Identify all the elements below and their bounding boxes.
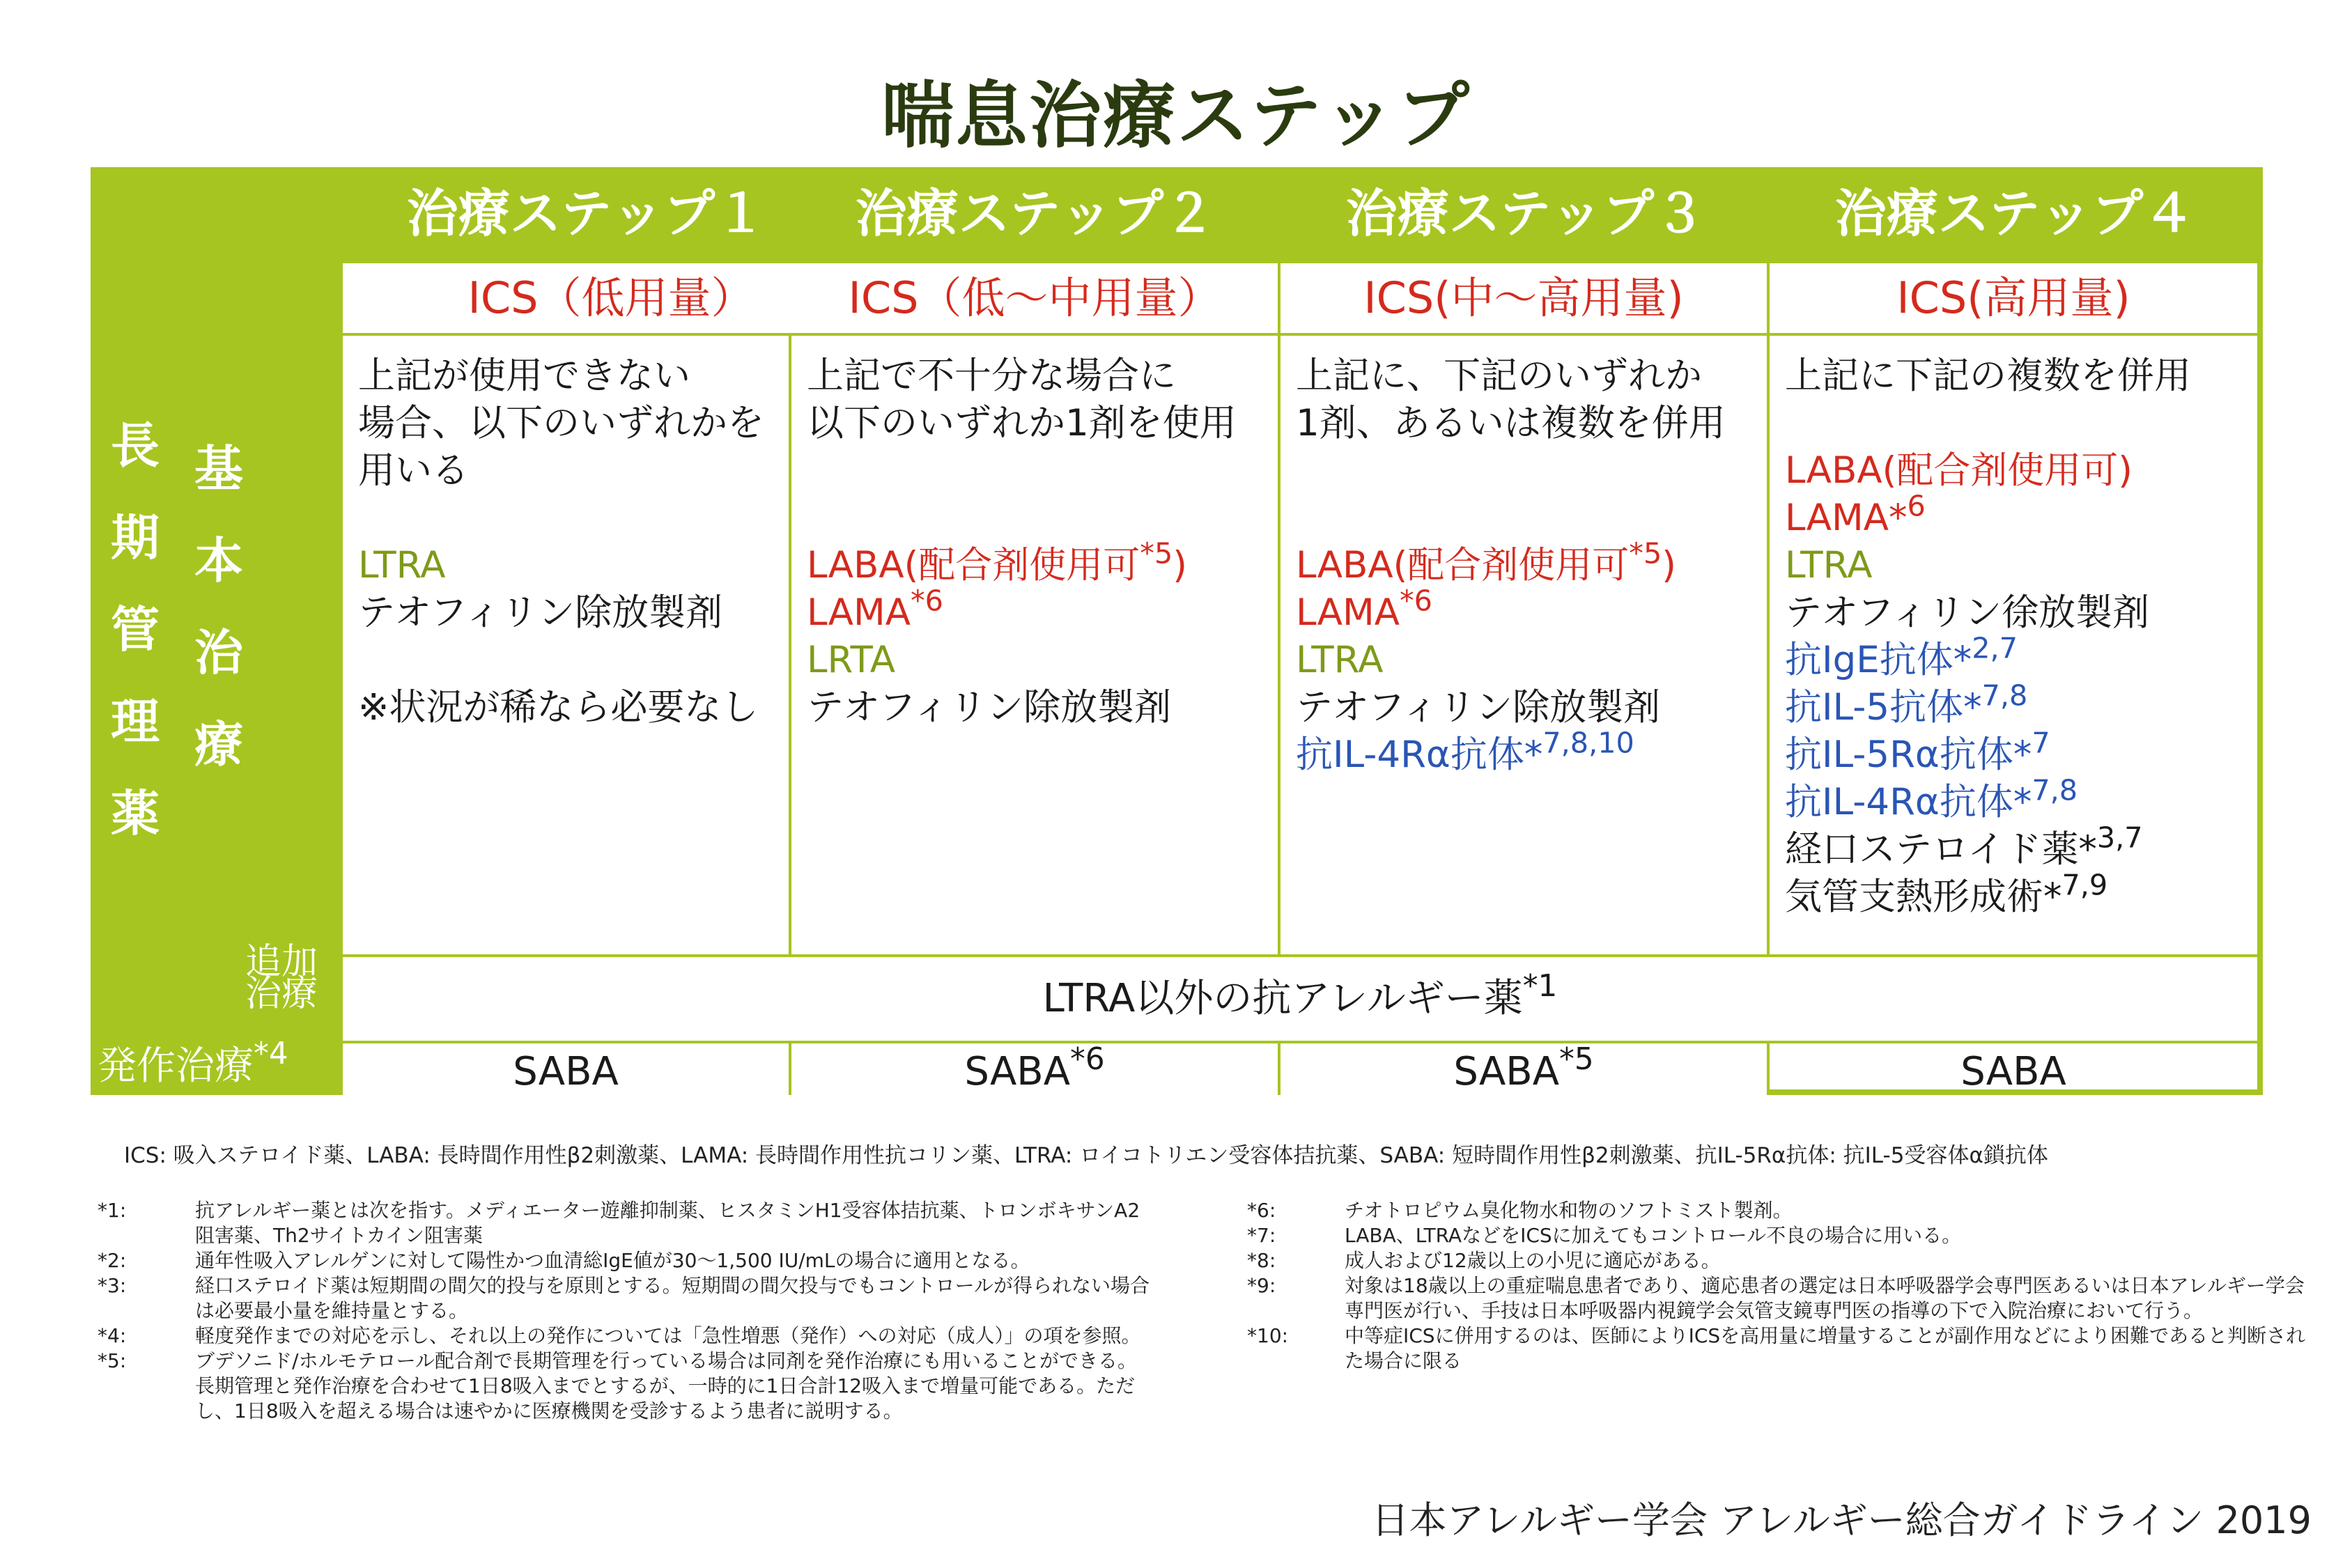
step-line-text: 抗IL-5抗体* — [1785, 686, 1982, 729]
step-1-header: 治療ステップ１ — [406, 184, 767, 244]
basic-treatment-label-char: 治 — [194, 624, 243, 681]
footnote — [1247, 1324, 2320, 1374]
footnote-key: *6: — [1247, 1199, 1276, 1222]
step-line-text — [807, 449, 819, 492]
step-4-line — [1785, 542, 2245, 589]
step-line-text: 上記に下記の複数を併用 — [1785, 355, 2191, 397]
footnote-key: *1: — [98, 1199, 127, 1222]
footnote-text: 中等症ICSに併用するのは、医師によりICSを高用量に増量することが副作用などにより困難であると判断された場合に限る — [1345, 1324, 2306, 1372]
step-1-line — [358, 400, 776, 447]
step-2-saba-text: SABA — [964, 1049, 1070, 1094]
footnote — [98, 1248, 1156, 1273]
step-line-footnote: *5 — [1629, 536, 1662, 570]
step-1-saba — [343, 1043, 789, 1101]
additional-label — [220, 941, 343, 1015]
long-term-label-char: 長 — [111, 417, 160, 474]
step-line-text — [1785, 402, 1797, 444]
footnote-text: LABA、LTRAなどをICSに加えてもコントロール不良の場合に用いる。 — [1345, 1224, 1962, 1247]
step-line-text: テオフィリン除放製剤 — [1296, 686, 1661, 729]
step-3-line — [1296, 447, 1754, 495]
step-2-line — [807, 637, 1265, 684]
long-term-label-char: 薬 — [111, 785, 160, 842]
attack-treatment-text: 発作治療 — [98, 1043, 254, 1089]
step-line-text: 上記が使用できない — [358, 355, 690, 397]
step-line-text — [1296, 497, 1308, 539]
additional-treatment-cell — [343, 957, 2257, 1041]
step-2-line — [807, 352, 1265, 400]
step-line-text: LAMA* — [1785, 497, 1908, 539]
footnote-key: *7: — [1247, 1224, 1276, 1247]
step-3-line — [1296, 400, 1754, 447]
step-4-line — [1785, 447, 2245, 495]
step-line-footnote: *6 — [1400, 584, 1432, 618]
step-line-text: 気管支熱形成術* — [1785, 876, 2062, 918]
step-3-line — [1296, 684, 1754, 731]
step-3-line — [1296, 637, 1754, 684]
basic-treatment-label — [187, 440, 251, 812]
step-3-line — [1296, 584, 1754, 637]
step-2-line — [807, 400, 1265, 447]
step-line-footnote: 7 — [2032, 726, 2050, 760]
step-1-ics: ICS（低用量） — [343, 263, 879, 333]
step-1-line — [358, 447, 776, 495]
step-1-line — [358, 495, 776, 542]
footnotes-right — [1247, 1198, 2320, 1374]
basic-treatment-label-char: 療 — [194, 716, 243, 773]
step-line-text: 場合、以下のいずれかを — [358, 402, 764, 444]
step-2-line — [807, 584, 1265, 637]
footnote — [98, 1273, 1156, 1324]
step-4-line — [1785, 821, 2245, 874]
step-1-line — [358, 684, 776, 731]
step-3-ics: ICS(中～高用量) — [1281, 263, 1767, 333]
long-term-label — [103, 417, 167, 881]
step-3-line — [1296, 495, 1754, 542]
step-2-saba — [791, 1043, 1278, 1101]
step-line-text: 上記に、下記のいずれか — [1296, 355, 1702, 397]
step-3-line — [1296, 536, 1754, 589]
step-line-text: テオフィリン除放製剤 — [807, 686, 1172, 729]
footnote — [98, 1324, 1156, 1349]
step-4-saba-text: SABA — [1960, 1049, 2066, 1094]
page-title: 喘息治療ステップ — [881, 73, 1471, 158]
footnote-text: 経口ステロイド薬は短期間の間欠的投与を原則とする。短期間の間欠投与でもコントロールが得られない場合は必要最小量を維持量とする。 — [195, 1274, 1150, 1322]
step-line-text: LRTA — [807, 639, 896, 681]
step-1-line — [358, 352, 776, 400]
step-line-text: LABA(配合剤使用可 — [1296, 544, 1630, 587]
footnote-text: 対象は18歳以上の重症喘息患者であり、適応患者の選定は日本呼吸器学会専門医あるいは日本アレルギー学会専門医が行い、手技は日本呼吸器内視鏡学会気管支鏡専門医の指導の下で入院治療において行う。 — [1345, 1274, 2305, 1322]
step-line-footnote: 7,8 — [2032, 773, 2078, 807]
step-line-text: 1剤、あるいは複数を併用 — [1296, 402, 1726, 444]
step-4-line — [1785, 726, 2245, 779]
additional-treatment-sup: *1 — [1522, 968, 1558, 1004]
step-line-footnote: *5 — [1140, 536, 1173, 570]
step-4-body — [1770, 336, 2257, 954]
footnote-text: チオトロピウム臭化物水和物のソフトミスト製剤。 — [1345, 1199, 1793, 1222]
step-line-footnote: 7,8 — [1981, 678, 2028, 713]
step-line-text — [358, 497, 370, 539]
step-1-line — [358, 542, 776, 589]
source-credit: 日本アレルギー学会 アレルギー総合ガイドライン 2019 — [1371, 1498, 2312, 1542]
footnote-key: *3: — [98, 1274, 127, 1297]
step-line-text: 用いる — [358, 449, 469, 492]
step-line-text: 抗IL-4Rα抗体* — [1296, 733, 1543, 776]
footnote-key: *10: — [1247, 1324, 1289, 1347]
attack-treatment-sup: *4 — [254, 1036, 288, 1072]
step-line-text: LTRA — [1785, 544, 1873, 587]
additional-label-line-1: 追加 — [245, 941, 318, 983]
step-line-text: 上記で不十分な場合に — [807, 355, 1176, 397]
step-1-line — [358, 637, 776, 684]
footnote — [98, 1198, 1156, 1248]
step-line-footnote: 2,7 — [1972, 631, 2018, 665]
step-line-text: LABA(配合剤使用可) — [1785, 449, 2133, 492]
footnotes-left — [98, 1198, 1156, 1424]
step-4-header: 治療ステップ４ — [1834, 184, 2195, 244]
step-1-saba-text: SABA — [513, 1049, 619, 1094]
step-line-text — [358, 639, 370, 681]
additional-treatment-text: LTRA以外の抗アレルギー薬 — [1042, 976, 1523, 1021]
footnote-text: ブデソニド/ホルモテロール配合剤で長期管理を行っている場合は同剤を発作治療にも用いることができる。長期管理と発作治療を合わせて1日8吸入までとするが、一時的に1日合計12吸入まで増量可能である。ただし、1日8吸入を超える場合は速やかに医療機関を受診するよう患者に説明する。 — [195, 1349, 1138, 1422]
footnote-text: 軽度発作までの対応を示し、それ以上の発作については「急性増悪（発作）への対応（成人）」の項を参照。 — [195, 1324, 1141, 1347]
step-2-line — [807, 536, 1265, 589]
long-term-label-char: 管 — [111, 601, 160, 658]
step-4-line — [1785, 589, 2245, 637]
abbreviation-legend: ICS: 吸入ステロイド薬、LABA: 長時間作用性β2刺激薬、LAMA: 長時間作用性抗コリン薬、LTRA: ロイコトリエン受容体拮抗薬、SABA: 短時間作用性β2刺激薬、抗IL-5Rα抗体: 抗IL-5受容体α鎖抗体 — [124, 1143, 2048, 1168]
step-2-line — [807, 684, 1265, 731]
footnote — [1247, 1273, 2320, 1324]
footnote-text: 通年性吸入アレルゲンに対して陽性かつ血清総IgE値が30～1,500 IU/mLの場合に適用となる。 — [195, 1249, 1030, 1272]
step-line-suffix: ) — [1662, 544, 1676, 587]
footnote-key: *4: — [98, 1324, 127, 1347]
step-4-line — [1785, 352, 2245, 400]
step-3-saba — [1281, 1043, 1767, 1101]
step-line-text: LAMA — [807, 591, 911, 634]
step-line-footnote: 7,9 — [2061, 868, 2108, 902]
step-line-text: 以下のいずれか1剤を使用 — [807, 402, 1237, 444]
step-line-text: テオフィリン除放製剤 — [358, 591, 723, 634]
treatment-step-table — [91, 167, 2263, 1095]
step-line-text: 抗IgE抗体* — [1785, 639, 1972, 681]
step-1-line — [358, 589, 776, 637]
footnote-key: *2: — [98, 1249, 127, 1272]
step-4-line — [1785, 678, 2245, 731]
footnote-text: 抗アレルギー薬とは次を指す。メディエーター遊離抑制薬、ヒスタミンH1受容体拮抗薬、トロンボキサンA2阻害薬、Th2サイトカイン阻害薬 — [195, 1199, 1140, 1247]
step-4-line — [1785, 631, 2245, 684]
step-2-header: 治療ステップ２ — [855, 184, 1216, 244]
step-4-line — [1785, 773, 2245, 826]
step-4-line — [1785, 400, 2245, 447]
footnote-key: *5: — [98, 1349, 127, 1372]
step-line-text: LAMA — [1296, 591, 1400, 634]
step-2-body — [791, 336, 1278, 954]
step-3-body — [1281, 336, 1767, 954]
step-3-saba-sup: *5 — [1559, 1041, 1594, 1078]
step-2-line — [807, 447, 1265, 495]
step-4-line — [1785, 489, 2245, 542]
step-3-saba-text: SABA — [1453, 1049, 1559, 1094]
step-1-body — [343, 336, 789, 954]
step-4-line — [1785, 868, 2245, 921]
step-line-suffix: ) — [1173, 544, 1187, 587]
additional-label-line-2: 治療 — [245, 973, 318, 1015]
step-3-header: 治療ステップ３ — [1345, 184, 1706, 244]
step-line-text: 抗IL-5Rα抗体* — [1785, 733, 2032, 776]
footnote-key: *8: — [1247, 1249, 1276, 1272]
step-line-footnote: *6 — [911, 584, 943, 618]
footnote-key: *9: — [1247, 1274, 1276, 1297]
step-line-footnote: 3,7 — [2096, 821, 2143, 855]
step-line-text: LTRA — [358, 544, 446, 587]
step-line-text: 経口ステロイド薬* — [1785, 828, 2097, 871]
step-4-ics: ICS(高用量) — [1770, 263, 2257, 333]
step-line-text: LTRA — [1296, 639, 1384, 681]
attack-treatment-label — [98, 1038, 343, 1095]
long-term-label-char: 理 — [111, 693, 160, 750]
step-3-line — [1296, 352, 1754, 400]
step-2-saba-sup: *6 — [1070, 1041, 1105, 1078]
step-line-footnote: 6 — [1907, 489, 1926, 523]
footnote — [98, 1349, 1156, 1424]
step-line-text: LABA(配合剤使用可 — [807, 544, 1140, 587]
basic-treatment-label-char: 本 — [194, 532, 243, 589]
step-line-text — [1296, 449, 1308, 492]
step-line-text: 抗IL-4Rα抗体* — [1785, 781, 2032, 823]
long-term-label-char: 期 — [111, 509, 160, 566]
basic-treatment-label-char: 基 — [194, 440, 243, 497]
step-line-text: テオフィリン徐放製剤 — [1785, 591, 2150, 634]
step-4-saba — [1770, 1043, 2257, 1094]
step-3-line — [1296, 726, 1754, 779]
footnote-text: 成人および12歳以上の小児に適応がある。 — [1345, 1249, 1721, 1272]
step-line-footnote: 7,8,10 — [1542, 726, 1634, 760]
step-2-line — [807, 495, 1265, 542]
step-2-ics: ICS（低～中用量） — [791, 263, 1278, 333]
footnote — [1247, 1248, 2320, 1273]
step-line-text — [807, 497, 819, 539]
step-line-text: ※状況が稀なら必要なし — [358, 686, 759, 729]
footnote — [1247, 1198, 2320, 1223]
footnote — [1247, 1223, 2320, 1248]
